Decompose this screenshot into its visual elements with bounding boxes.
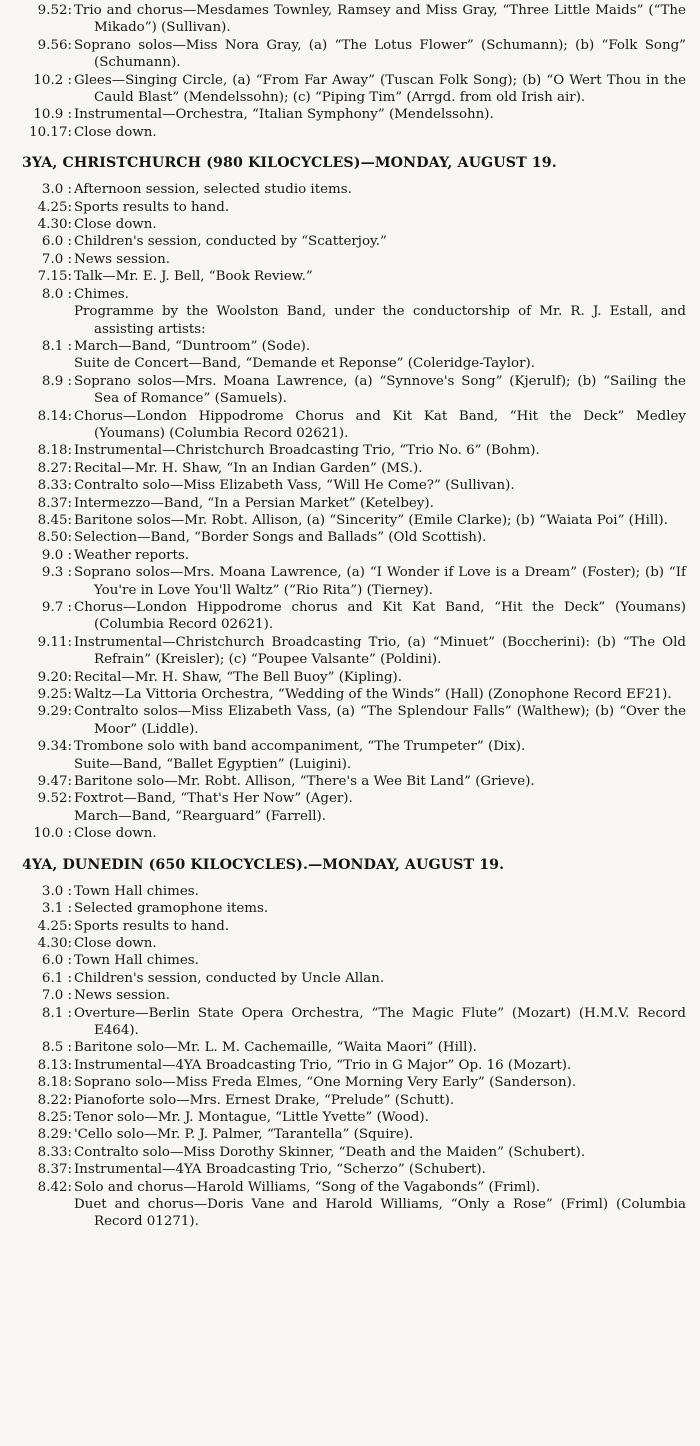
programme-entry <box>12 935 686 952</box>
entry-text: Suite de Concert—Band, “Demande et Reponse” (Coleridge-Taylor). <box>74 356 535 372</box>
programme-entry <box>12 918 686 935</box>
entry-time: 7.15: <box>37 269 72 285</box>
programme-entry <box>12 442 686 459</box>
programme-entry <box>12 1057 686 1074</box>
entry-time: 4.30: <box>37 217 72 233</box>
programme-entry <box>12 303 686 338</box>
entry-time: 8.0 : <box>41 286 72 302</box>
entry-text: Soprano solos—Mrs. Moana Lawrence, (a) “I Wonder if Love is a Dream” (Foster); (b) “If You're in Love You'll Waltz” (“Rio Rita”) (Tierney). <box>74 565 686 598</box>
programme-entry <box>12 1092 686 1109</box>
3ya-programme-block <box>12 181 686 842</box>
programme-entry <box>12 1039 686 1056</box>
programme-entry <box>12 512 686 529</box>
programme-entry <box>12 756 686 773</box>
entry-time: 8.14: <box>37 408 72 424</box>
entry-time: 8.9 : <box>41 373 72 389</box>
entry-text: Close down. <box>74 826 157 842</box>
programme-entry <box>12 106 686 123</box>
4ya-programme-block <box>12 883 686 1231</box>
programme-entry <box>12 773 686 790</box>
entry-time: 8.5 : <box>41 1040 72 1056</box>
entry-text: Chorus—London Hippodrome Chorus and Kit Kat Band, “Hit the Deck” Medley (Youmans) (Columbia Record 02621). <box>74 408 686 441</box>
entry-text: Town Hall chimes. <box>74 953 199 969</box>
programme-entry <box>12 2 686 37</box>
entry-time: 9.29: <box>37 704 72 720</box>
entry-time: 6.1 : <box>41 970 72 986</box>
entry-time: 10.2 : <box>33 72 72 88</box>
entry-text: Baritone solo—Mr. Robt. Allison, “There's a Wee Bit Land” (Grieve). <box>74 774 535 790</box>
programme-entry <box>12 547 686 564</box>
entry-text: Close down. <box>74 935 157 951</box>
entry-text: Sports results to hand. <box>74 918 230 934</box>
programme-entry <box>12 952 686 969</box>
entry-time: 8.42: <box>37 1179 72 1195</box>
programme-entry <box>12 686 686 703</box>
entry-text: Overture—Berlin State Opera Orchestra, “The Magic Flute” (Mozart) (H.M.V. Record E464). <box>74 1005 686 1038</box>
programme-entry <box>12 1126 686 1143</box>
programme-entry <box>12 564 686 599</box>
station-heading-4ya: 4YA, DUNEDIN (650 KILOCYCLES).—MONDAY, AUGUST 19. <box>22 856 505 873</box>
programme-entry <box>12 825 686 842</box>
entry-text: Children's session, conducted by “Scatterjoy.” <box>74 234 387 250</box>
entry-time: 10.0 : <box>33 826 72 842</box>
programme-entry <box>12 408 686 443</box>
entry-text: Instrumental—4YA Broadcasting Trio, “Trio in G Major” Op. 16 (Mozart). <box>74 1057 572 1073</box>
programme-entry <box>12 900 686 917</box>
programme-entry <box>12 790 686 807</box>
programme-entry <box>12 669 686 686</box>
entry-time: 8.37: <box>37 1162 72 1178</box>
programme-entry <box>12 181 686 198</box>
entry-time: 8.27: <box>37 460 72 476</box>
programme-entry <box>12 529 686 546</box>
entry-text: Soprano solos—Miss Nora Gray, (a) “The Lotus Flower” (Schumann); (b) “Folk Song” (Schumann). <box>74 37 686 71</box>
entry-text: Afternoon session, selected studio items. <box>74 182 352 198</box>
entry-time: 4.25: <box>37 918 72 934</box>
entry-text: Children's session, conducted by Uncle Allan. <box>74 970 385 986</box>
entry-text: March—Band, “Rearguard” (Farrell). <box>74 808 326 824</box>
programme-entry <box>12 199 686 216</box>
programme-entry <box>12 599 686 634</box>
entry-text: Programme by the Woolston Band, under the conductorship of Mr. R. J. Estall, and assisting artists: <box>74 304 686 337</box>
programme-entry <box>12 338 686 355</box>
entry-text: Chimes. <box>74 286 129 302</box>
entry-text: Soprano solos—Mrs. Moana Lawrence, (a) “Synnove's Song” (Kjerulf); (b) “Sailing the Sea of Romance” (Samuels). <box>74 373 686 407</box>
entry-text: Trio and chorus—Mesdames Townley, Ramsey and Miss Gray, “Three Little Maids” (“The Mikado”) (Sullivan). <box>74 3 686 36</box>
entry-time: 9.11: <box>37 634 72 650</box>
entry-time: 9.52: <box>37 791 72 807</box>
programme-entry <box>12 1074 686 1091</box>
entry-text: Contralto solos—Miss Elizabeth Vass, (a) “The Splendour Falls” (Walthew); (b) “Over the Moor” (Liddle). <box>74 704 686 737</box>
programme-entry <box>12 738 686 755</box>
entry-text: Recital—Mr. H. Shaw, “In an Indian Garden” (MS.). <box>74 460 423 476</box>
entry-text: Recital—Mr. H. Shaw, “The Bell Buoy” (Kipling). <box>74 669 403 685</box>
entry-text: Contralto solo—Miss Elizabeth Vass, “Will He Come?” (Sullivan). <box>74 478 515 494</box>
entry-text: Instrumental—Orchestra, “Italian Symphony” (Mendelssohn). <box>74 107 494 123</box>
entry-time: 3.0 : <box>41 883 72 899</box>
entry-time: 9.3 : <box>41 565 72 581</box>
entry-time: 7.0 : <box>41 988 72 1004</box>
programme-entry <box>12 495 686 512</box>
entry-text: Glees—Singing Circle, (a) “From Far Away” (Tuscan Folk Song); (b) “O Wert Thou in the Cauld Blast” (Mendelssohn); (c) “Piping Tim” (Arrgd. from old Irish air). <box>74 72 686 106</box>
entry-time: 3.0 : <box>41 182 72 198</box>
entry-time: 8.18: <box>37 1075 72 1091</box>
programme-entry <box>12 1144 686 1161</box>
entry-time: 9.25: <box>37 687 72 703</box>
entry-time: 8.25: <box>37 1109 72 1125</box>
entry-text: News session. <box>74 251 170 267</box>
entry-text: Baritone solos—Mr. Robt. Allison, (a) “Sincerity” (Emile Clarke); (b) “Waiata Poi” (Hill). <box>74 512 668 528</box>
entry-time: 8.22: <box>37 1092 72 1108</box>
entry-time: 9.20: <box>37 669 72 685</box>
entry-text: Chorus—London Hippodrome chorus and Kit Kat Band, “Hit the Deck” (Youmans) (Columbia Record 02621). <box>74 600 686 633</box>
entry-time: 9.47: <box>37 774 72 790</box>
entry-time: 8.1 : <box>41 1005 72 1021</box>
entry-text: Solo and chorus—Harold Williams, “Song of the Vagabonds” (Friml). <box>74 1179 541 1195</box>
entry-time: 8.13: <box>37 1057 72 1073</box>
entry-text: Instrumental—Christchurch Broadcasting Trio, “Trio No. 6” (Bohm). <box>74 443 540 459</box>
entry-text: Trombone solo with band accompaniment, “The Trumpeter” (Dix). <box>74 739 526 755</box>
programme-entry <box>12 233 686 250</box>
programme-entry <box>12 703 686 738</box>
programme-entry <box>12 1179 686 1196</box>
entry-text: Close down. <box>74 124 157 140</box>
programme-entry <box>12 460 686 477</box>
programme-entry <box>12 268 686 285</box>
entry-time: 6.0 : <box>41 953 72 969</box>
entry-time: 10.9 : <box>33 107 72 123</box>
programme-entry <box>12 634 686 669</box>
entry-time: 9.56: <box>37 37 72 53</box>
entry-text: Instrumental—Christchurch Broadcasting Trio, (a) “Minuet” (Boccherini): (b) “The Old Refrain” (Kreisler); (c) “Poupee Valsante” (Poldini). <box>74 634 686 668</box>
station-heading-3ya: 3YA, CHRISTCHURCH (980 KILOCYCLES)—MONDAY, AUGUST 19. <box>22 155 557 172</box>
programme-entry <box>12 251 686 268</box>
entry-text: Selection—Band, “Border Songs and Ballads” (Old Scottish). <box>74 530 487 546</box>
entry-text: Selected gramophone items. <box>74 901 269 917</box>
entry-time: 8.37: <box>37 495 72 511</box>
entry-time: 8.18: <box>37 443 72 459</box>
entry-time: 4.25: <box>37 199 72 215</box>
entry-time: 3.1 : <box>41 901 72 917</box>
entry-time: 8.1 : <box>41 338 72 354</box>
programme-entry <box>12 1196 686 1231</box>
entry-time: 8.33: <box>37 1144 72 1160</box>
entry-time: 9.0 : <box>41 547 72 563</box>
programme-entry <box>12 1109 686 1126</box>
programme-entry <box>12 1161 686 1178</box>
top-programme-block <box>12 2 686 141</box>
entry-time: 9.52: <box>37 3 72 18</box>
programme-entry <box>12 970 686 987</box>
entry-text: Weather reports. <box>74 547 190 563</box>
entry-text: Sports results to hand. <box>74 199 230 215</box>
entry-text: Intermezzo—Band, “In a Persian Market” (Ketelbey). <box>74 495 434 511</box>
entry-text: Talk—Mr. E. J. Bell, “Book Review.” <box>74 269 313 285</box>
programme-entry <box>12 808 686 825</box>
programme-entry <box>12 286 686 303</box>
entry-time: 9.34: <box>37 739 72 755</box>
entry-time: 7.0 : <box>41 251 72 267</box>
entry-text: Foxtrot—Band, “That's Her Now” (Ager). <box>74 791 353 807</box>
programme-entry <box>12 477 686 494</box>
entry-time: 8.45: <box>37 512 72 528</box>
programme-entry <box>12 72 686 107</box>
entry-text: March—Band, “Duntroom” (Sode). <box>74 338 311 354</box>
entry-time: 10.17: <box>29 124 72 140</box>
programme-entry <box>12 1005 686 1040</box>
entry-text: Tenor solo—Mr. J. Montague, “Little Yvette” (Wood). <box>74 1109 429 1125</box>
entry-time: 6.0 : <box>41 234 72 250</box>
entry-text: Baritone solo—Mr. L. M. Cachemaille, “Waita Maori” (Hill). <box>74 1040 477 1056</box>
programme-entry <box>12 37 686 72</box>
entry-time: 8.33: <box>37 478 72 494</box>
entry-text: Pianoforte solo—Mrs. Ernest Drake, “Prelude” (Schutt). <box>74 1092 455 1108</box>
entry-time: 4.30: <box>37 935 72 951</box>
entry-time: 8.50: <box>37 530 72 546</box>
programme-entry <box>12 373 686 408</box>
entry-text: Duet and chorus—Doris Vane and Harold Williams, “Only a Rose” (Friml) (Columbia Record 01271). <box>74 1197 686 1230</box>
entry-text: Town Hall chimes. <box>74 883 199 899</box>
entry-text: Suite—Band, “Ballet Egyptien” (Luigini). <box>74 756 352 772</box>
programme-entry <box>12 355 686 372</box>
entry-time: 8.29: <box>37 1127 72 1143</box>
entry-text: Instrumental—4YA Broadcasting Trio, “Scherzo” (Schubert). <box>74 1162 486 1178</box>
entry-text: Contralto solo—Miss Dorothy Skinner, “Death and the Maiden” (Schubert). <box>74 1144 586 1160</box>
programme-entry <box>12 883 686 900</box>
entry-time: 9.7 : <box>41 600 72 615</box>
entry-text: Close down. <box>74 217 157 233</box>
programme-entry <box>12 987 686 1004</box>
entry-text: 'Cello solo—Mr. P. J. Palmer, “Tarantella” (Squire). <box>74 1127 414 1143</box>
entry-text: Waltz—La Vittoria Orchestra, “Wedding of the Winds” (Hall) (Zonophone Record EF21). <box>74 687 672 703</box>
entry-text: Soprano solo—Miss Freda Elmes, “One Morning Very Early” (Sanderson). <box>74 1075 577 1091</box>
entry-text: News session. <box>74 988 170 1004</box>
programme-entry <box>12 124 686 141</box>
programme-entry <box>12 216 686 233</box>
